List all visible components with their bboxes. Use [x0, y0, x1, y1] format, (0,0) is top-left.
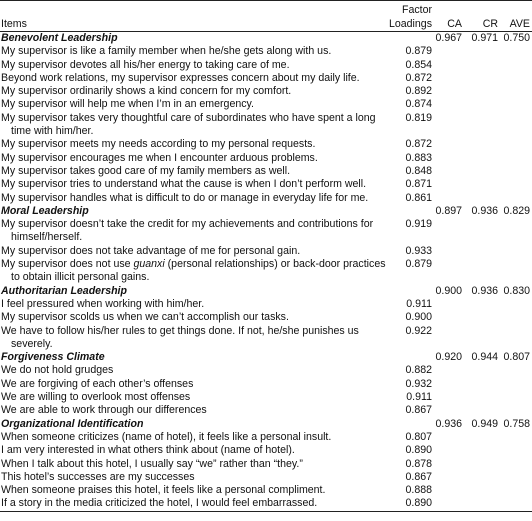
ave-value: 0.758	[503, 417, 530, 430]
table-row	[0, 165, 532, 178]
table-row	[0, 311, 532, 324]
table-body	[0, 32, 532, 512]
section-row	[0, 418, 532, 431]
factor-loading-value: 0.919	[405, 218, 432, 231]
factor-loading-value: 0.911	[406, 297, 432, 310]
section-title: Authoritarian Leadership	[1, 284, 127, 297]
table-row	[0, 245, 532, 258]
cr-value: 0.971	[471, 32, 498, 44]
item-text: If a story in the media criticized the hotel, I would feel embarrassed.	[1, 497, 318, 510]
factor-loading-value: 0.911	[406, 391, 432, 404]
table-row	[0, 85, 532, 98]
factor-loading-value: 0.871	[405, 178, 432, 191]
section-title: Organizational Identification	[1, 417, 144, 430]
item-text: I feel pressured when working with him/her.	[1, 297, 205, 310]
ave-value: 0.830	[503, 284, 530, 297]
table-header	[0, 0, 532, 32]
ca-value: 0.967	[435, 32, 462, 44]
item-text: We are able to work through our differences	[1, 404, 207, 417]
table-row	[0, 378, 532, 391]
cr-value: 0.936	[471, 284, 498, 297]
factor-loading-value: 0.872	[405, 71, 432, 84]
factor-loading-value: 0.819	[405, 111, 432, 124]
item-text: My supervisor takes very thoughtful care of subordinates who have spent a long time with him/her.	[1, 111, 376, 137]
section-title: Moral Leadership	[1, 204, 89, 217]
item-text: My supervisor takes good care of my family members as well.	[1, 164, 291, 177]
factor-loading-value: 0.879	[405, 258, 432, 271]
table-row	[0, 458, 532, 471]
table-row	[0, 364, 532, 377]
ave-value: 0.750	[503, 32, 530, 44]
item-text: My supervisor encourages me when I encounter arduous problems.	[1, 151, 318, 164]
factor-loading-value: 0.892	[405, 85, 432, 98]
table-row	[0, 192, 532, 205]
factor-loading-value: 0.874	[405, 98, 432, 111]
item-text: Beyond work relations, my supervisor expresses concern about my daily life.	[1, 71, 360, 84]
table-row	[0, 325, 532, 352]
table-row	[0, 391, 532, 404]
factor-loading-value: 0.867	[405, 470, 432, 483]
item-text: We are willing to overlook most offenses	[1, 391, 191, 404]
ave-value: 0.829	[503, 204, 530, 217]
factor-loading-value: 0.883	[405, 151, 432, 164]
table-row	[0, 471, 532, 484]
item-text: My supervisor does not use guanxi (personal relationships) or back-door practices to obtain illicit personal gains.	[1, 258, 386, 284]
item-text: My supervisor is like a family member when he/she gets along with us.	[1, 45, 332, 58]
item-text: We are forgiving of each other’s offenses	[1, 377, 194, 390]
table-row	[0, 98, 532, 111]
factor-loadings-header-line1: Factor	[401, 4, 432, 16]
table-row	[0, 444, 532, 457]
item-text: When someone criticizes (name of hotel), it feels like a personal insult.	[1, 430, 332, 443]
ca-value: 0.920	[435, 351, 462, 364]
factor-loading-value: 0.872	[405, 138, 432, 151]
section-row	[0, 205, 532, 218]
item-text: We do not hold grudges	[1, 364, 114, 377]
cr-value: 0.944	[471, 351, 498, 364]
factor-loading-value: 0.879	[405, 45, 432, 58]
factor-loading-value: 0.807	[405, 430, 432, 443]
factor-loading-value: 0.861	[405, 191, 432, 204]
table-row	[0, 59, 532, 72]
section-row	[0, 32, 532, 45]
factor-loading-value: 0.922	[405, 324, 432, 337]
table-row	[0, 218, 532, 245]
section-row	[0, 285, 532, 298]
section-title: Benevolent Leadership	[1, 32, 118, 44]
table-row	[0, 45, 532, 58]
section-title: Forgiveness Climate	[1, 351, 105, 364]
item-text: My supervisor meets my needs according to my personal requests.	[1, 138, 316, 151]
factor-loading-value: 0.890	[405, 497, 432, 510]
cr-value: 0.936	[471, 204, 498, 217]
table-row	[0, 484, 532, 497]
table-row	[0, 431, 532, 444]
item-text: We have to follow his/her rules to get things done. If not, he/she punishes us severely.	[1, 324, 359, 350]
factor-loading-value: 0.882	[405, 364, 432, 377]
factor-loading-value: 0.932	[405, 377, 432, 390]
factor-loading-value: 0.890	[405, 444, 432, 457]
item-text: My supervisor scolds us when we can’t accomplish our tasks.	[1, 311, 289, 324]
table-row	[0, 404, 532, 417]
table-row	[0, 112, 532, 139]
item-text: When someone praises this hotel, it feels like a personal compliment.	[1, 484, 326, 497]
items-column-header: Items	[1, 18, 27, 30]
ca-value: 0.936	[435, 417, 462, 430]
ave-column-header: AVE	[509, 18, 530, 30]
factor-loading-value: 0.848	[405, 164, 432, 177]
table-row	[0, 178, 532, 191]
table-row	[0, 497, 532, 511]
ca-value: 0.900	[435, 284, 462, 297]
factor-loading-value: 0.867	[405, 404, 432, 417]
item-text: My supervisor does not take advantage of me for personal gain.	[1, 244, 301, 257]
factor-loading-value: 0.854	[405, 58, 432, 71]
item-text: My supervisor devotes all his/her energy to taking care of me.	[1, 58, 290, 71]
item-text: My supervisor tries to understand what the cause is when I don’t perform well.	[1, 178, 367, 191]
section-row	[0, 351, 532, 364]
ca-value: 0.897	[435, 204, 462, 217]
factor-loading-value: 0.933	[405, 244, 432, 257]
factor-loading-value: 0.878	[405, 457, 432, 470]
cr-value: 0.949	[471, 417, 498, 430]
cr-column-header: CR	[482, 18, 498, 30]
factor-loadings-header-line2: Loadings	[388, 18, 432, 30]
factor-loading-value: 0.888	[405, 484, 432, 497]
table-row	[0, 138, 532, 151]
ca-column-header: CA	[447, 18, 462, 30]
item-text: My supervisor ordinarily shows a kind concern for my comfort.	[1, 85, 292, 98]
factor-loading-value: 0.900	[405, 311, 432, 324]
table-row	[0, 152, 532, 165]
ave-value: 0.807	[503, 351, 530, 364]
item-text: My supervisor doesn’t take the credit for my achievements and contributions for himself/herself.	[1, 218, 374, 244]
item-text: I am very interested in what others think about (name of hotel).	[1, 444, 295, 457]
table-row	[0, 72, 532, 85]
table-row	[0, 298, 532, 311]
item-text: This hotel’s successes are my successes	[1, 470, 195, 483]
item-text: My supervisor will help me when I’m in an emergency.	[1, 98, 254, 111]
item-text: My supervisor handles what is difficult to do or manage in everyday life for me.	[1, 191, 369, 204]
table-row	[0, 258, 532, 285]
item-text: When I talk about this hotel, I usually say “we” rather than “they.”	[1, 457, 303, 470]
